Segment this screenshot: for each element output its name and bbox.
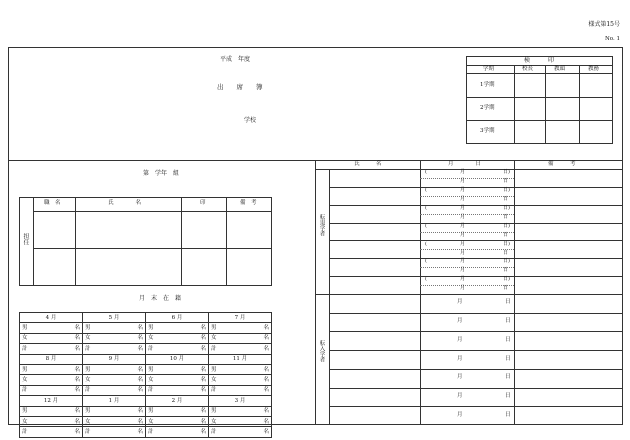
month-label: 月 (457, 374, 463, 381)
unit-label: 名 (74, 366, 80, 373)
month-cell (146, 364, 209, 374)
row-label: 女 (148, 335, 154, 342)
era-year: 平成 年度 (220, 56, 251, 63)
month-cell (20, 375, 83, 385)
month-cell (20, 416, 83, 426)
transfer-out-row-line (329, 258, 623, 259)
transfer-out-half-line (420, 214, 514, 215)
unit-label: 名 (137, 377, 143, 384)
month-header: 4 月 (20, 313, 83, 323)
month-label: 月 (457, 411, 463, 418)
day-label: 日 (505, 374, 511, 381)
row-label: 計 (22, 428, 28, 435)
day-label: 日 (505, 299, 511, 306)
transfer-col-name: 氏 名 (354, 161, 382, 167)
month-cell (20, 323, 83, 333)
month-cell (20, 385, 83, 395)
month-cell (209, 344, 272, 354)
row-label: 計 (211, 428, 217, 435)
staff-col-name: 氏 名 (108, 200, 142, 206)
transfer-col-notes: 備 考 (548, 161, 576, 167)
month-cell (83, 375, 146, 385)
inspection-col-affairs: 教務 (588, 66, 600, 72)
unit-label: 名 (137, 335, 143, 342)
inspection-title: 検 印 (524, 57, 555, 64)
transfer-in-row-line (329, 331, 623, 332)
unit-label: 名 (263, 377, 269, 384)
center-divider (315, 160, 316, 425)
month-cell (209, 416, 272, 426)
month-cell (83, 416, 146, 426)
month-cell (146, 323, 209, 333)
day-label: 日 (503, 195, 509, 202)
staff-side-label: 担任 (22, 233, 29, 245)
month-label: 月 (460, 285, 466, 292)
month-header: 5 月 (83, 313, 146, 323)
row-label: 男 (22, 408, 28, 415)
unit-label: 名 (200, 345, 206, 352)
unit-label: 名 (263, 366, 269, 373)
month-cell (83, 385, 146, 395)
month-cell (146, 385, 209, 395)
inspection-line (514, 65, 515, 144)
unit-label: 名 (200, 428, 206, 435)
unit-label: 名 (263, 418, 269, 425)
row-label: 男 (22, 325, 28, 332)
month-label: 月 (460, 276, 466, 283)
inspection-line (466, 120, 613, 121)
transfer-out-row-line (329, 205, 623, 206)
transfer-line (420, 160, 421, 425)
unit-label: 名 (137, 325, 143, 332)
month-cell (20, 427, 83, 437)
month-cell (146, 333, 209, 343)
row-label: 女 (211, 418, 217, 425)
inspection-line (545, 65, 546, 144)
day-label: 日) (503, 169, 510, 176)
unit-label: 名 (137, 408, 143, 415)
row-label: 計 (85, 428, 91, 435)
month-header: 9 月 (83, 354, 146, 364)
month-header: 2 月 (146, 396, 209, 406)
inspection-col-term: 学期 (483, 66, 495, 72)
row-label: 男 (85, 408, 91, 415)
row-label: 女 (22, 418, 28, 425)
staff-col-seal: 印 (200, 200, 206, 206)
month-cell (20, 333, 83, 343)
unit-label: 名 (74, 345, 80, 352)
unit-label: 名 (74, 408, 80, 415)
month-header: 3 月 (209, 396, 272, 406)
day-label: 日 (505, 355, 511, 362)
inspection-line (466, 97, 613, 98)
unit-label: 名 (200, 366, 206, 373)
row-label: 女 (148, 418, 154, 425)
monthly-enrollment-table (19, 312, 272, 438)
month-label: 月 (457, 318, 463, 325)
unit-label: 名 (74, 335, 80, 342)
month-label: 月 (460, 195, 466, 202)
day-label: 日 (503, 231, 509, 238)
day-label: 日 (505, 392, 511, 399)
month-cell (83, 344, 146, 354)
paren-open: ( (425, 240, 427, 247)
transfer-out-half-line (420, 196, 514, 197)
row-label: 女 (22, 335, 28, 342)
inspection-term-1: 1学期 (480, 82, 495, 88)
month-cell (146, 406, 209, 416)
month-cell (146, 416, 209, 426)
month-header: 1 月 (83, 396, 146, 406)
day-label: 日) (503, 240, 510, 247)
day-label: 日 (503, 285, 509, 292)
transfer-col-date: 月 日 (448, 161, 482, 167)
day-label: 日 (503, 267, 509, 274)
row-label: 男 (211, 366, 217, 373)
row-label: 男 (85, 366, 91, 373)
month-label: 月 (457, 392, 463, 399)
form-number: 様式第15号 (588, 21, 620, 28)
month-cell (83, 323, 146, 333)
transfer-out-half-line (420, 232, 514, 233)
transfer-out-half-line (420, 249, 514, 250)
row-label: 女 (211, 335, 217, 342)
paren-open: ( (425, 222, 427, 229)
unit-label: 名 (200, 418, 206, 425)
unit-label: 名 (137, 428, 143, 435)
inspection-line (466, 73, 613, 74)
day-label: 日) (503, 222, 510, 229)
day-label: 日 (505, 318, 511, 325)
month-cell (83, 364, 146, 374)
month-label: 月 (457, 299, 463, 306)
month-label: 月 (460, 258, 466, 265)
row-label: 男 (211, 325, 217, 332)
unit-label: 名 (263, 335, 269, 342)
month-label: 月 (457, 355, 463, 362)
month-header: 10 月 (146, 354, 209, 364)
unit-label: 名 (74, 418, 80, 425)
unit-label: 名 (263, 387, 269, 394)
inspection-line (579, 65, 580, 144)
transfer-in-row-line (329, 350, 623, 351)
month-header: 12 月 (20, 396, 83, 406)
month-cell (209, 385, 272, 395)
row-label: 男 (22, 366, 28, 373)
row-label: 計 (211, 345, 217, 352)
row-label: 男 (148, 325, 154, 332)
unit-label: 名 (200, 377, 206, 384)
unit-label: 名 (200, 325, 206, 332)
transfer-line (514, 160, 515, 425)
month-cell (83, 333, 146, 343)
unit-label: 名 (137, 345, 143, 352)
month-label: 月 (460, 240, 466, 247)
transfer-out-row-line (329, 187, 623, 188)
monthly-title: 月 末 在 籍 (139, 295, 182, 302)
day-label: 日 (503, 249, 509, 256)
staff-line (33, 248, 272, 249)
transfer-header-line (315, 169, 623, 170)
staff-col-title: 職 名 (44, 200, 61, 206)
unit-label: 名 (263, 428, 269, 435)
row-label: 女 (22, 377, 28, 384)
month-cell (83, 406, 146, 416)
row-label: 女 (85, 418, 91, 425)
month-label: 月 (457, 336, 463, 343)
month-label: 月 (460, 178, 466, 185)
unit-label: 名 (200, 408, 206, 415)
transfer-section-divider (315, 294, 623, 295)
month-cell (146, 375, 209, 385)
transfer-out-row-line (329, 240, 623, 241)
unit-label: 名 (263, 345, 269, 352)
row-label: 男 (148, 366, 154, 373)
paren-open: ( (425, 204, 427, 211)
paren-open: ( (425, 187, 427, 194)
day-label: 日 (505, 411, 511, 418)
inspection-term-2: 2学期 (480, 105, 495, 111)
month-label: 月 (460, 267, 466, 274)
month-label: 月 (460, 204, 466, 211)
transfer-out-label: 転退学者 (318, 214, 325, 236)
class-title: 第 学年 組 (143, 170, 180, 177)
unit-label: 名 (74, 387, 80, 394)
month-header: 11 月 (209, 354, 272, 364)
month-cell (20, 406, 83, 416)
day-label: 日 (503, 178, 509, 185)
month-label: 月 (460, 222, 466, 229)
row-label: 女 (85, 377, 91, 384)
unit-label: 名 (200, 335, 206, 342)
transfer-in-row-line (329, 406, 623, 407)
row-label: 男 (211, 408, 217, 415)
transfer-out-half-line (420, 178, 514, 179)
staff-line (33, 211, 272, 212)
inspection-term-3: 3学期 (480, 128, 495, 134)
row-label: 計 (85, 345, 91, 352)
day-label: 日) (503, 276, 510, 283)
unit-label: 名 (263, 325, 269, 332)
day-label: 日) (503, 258, 510, 265)
row-label: 計 (22, 345, 28, 352)
month-cell (146, 427, 209, 437)
row-label: 男 (148, 408, 154, 415)
month-cell (209, 364, 272, 374)
unit-label: 名 (74, 377, 80, 384)
month-cell (20, 364, 83, 374)
unit-label: 名 (137, 418, 143, 425)
row-label: 計 (148, 345, 154, 352)
page-number: No. 1 (604, 36, 620, 42)
row-label: 計 (211, 387, 217, 394)
month-cell (209, 375, 272, 385)
unit-label: 名 (74, 325, 80, 332)
document-title: 出 席 簿 (217, 83, 263, 91)
month-cell (146, 344, 209, 354)
day-label: 日 (503, 213, 509, 220)
school-label: 学校 (244, 117, 257, 124)
row-label: 男 (85, 325, 91, 332)
transfer-out-row-line (329, 276, 623, 277)
transfer-in-row-line (329, 369, 623, 370)
month-cell (209, 333, 272, 343)
month-header: 8 月 (20, 354, 83, 364)
month-label: 月 (460, 169, 466, 176)
month-cell (83, 427, 146, 437)
unit-label: 名 (137, 366, 143, 373)
month-label: 月 (460, 231, 466, 238)
row-label: 女 (85, 335, 91, 342)
day-label: 日) (503, 204, 510, 211)
month-cell (209, 427, 272, 437)
month-header: 6 月 (146, 313, 209, 323)
row-label: 計 (148, 387, 154, 394)
month-label: 月 (460, 213, 466, 220)
month-header: 7 月 (209, 313, 272, 323)
transfer-in-row-line (329, 388, 623, 389)
unit-label: 名 (263, 408, 269, 415)
transfer-out-half-line (420, 267, 514, 268)
month-cell (209, 323, 272, 333)
inspection-col-principal: 校長 (522, 66, 534, 72)
paren-open: ( (425, 169, 427, 176)
transfer-in-row-line (329, 313, 623, 314)
day-label: 日 (505, 336, 511, 343)
month-label: 月 (460, 187, 466, 194)
month-cell (20, 344, 83, 354)
unit-label: 名 (74, 428, 80, 435)
month-label: 月 (460, 249, 466, 256)
paren-open: ( (425, 258, 427, 265)
day-label: 日) (503, 187, 510, 194)
row-label: 計 (148, 428, 154, 435)
transfer-in-label: 転入学者 (318, 340, 325, 362)
row-label: 計 (85, 387, 91, 394)
transfer-out-half-line (420, 285, 514, 286)
staff-col-notes: 備 考 (240, 200, 257, 206)
row-label: 計 (22, 387, 28, 394)
inspection-col-vice: 教頭 (554, 66, 566, 72)
paren-open: ( (425, 276, 427, 283)
unit-label: 名 (137, 387, 143, 394)
row-label: 女 (148, 377, 154, 384)
unit-label: 名 (200, 387, 206, 394)
transfer-out-row-line (329, 223, 623, 224)
month-cell (209, 406, 272, 416)
row-label: 女 (211, 377, 217, 384)
